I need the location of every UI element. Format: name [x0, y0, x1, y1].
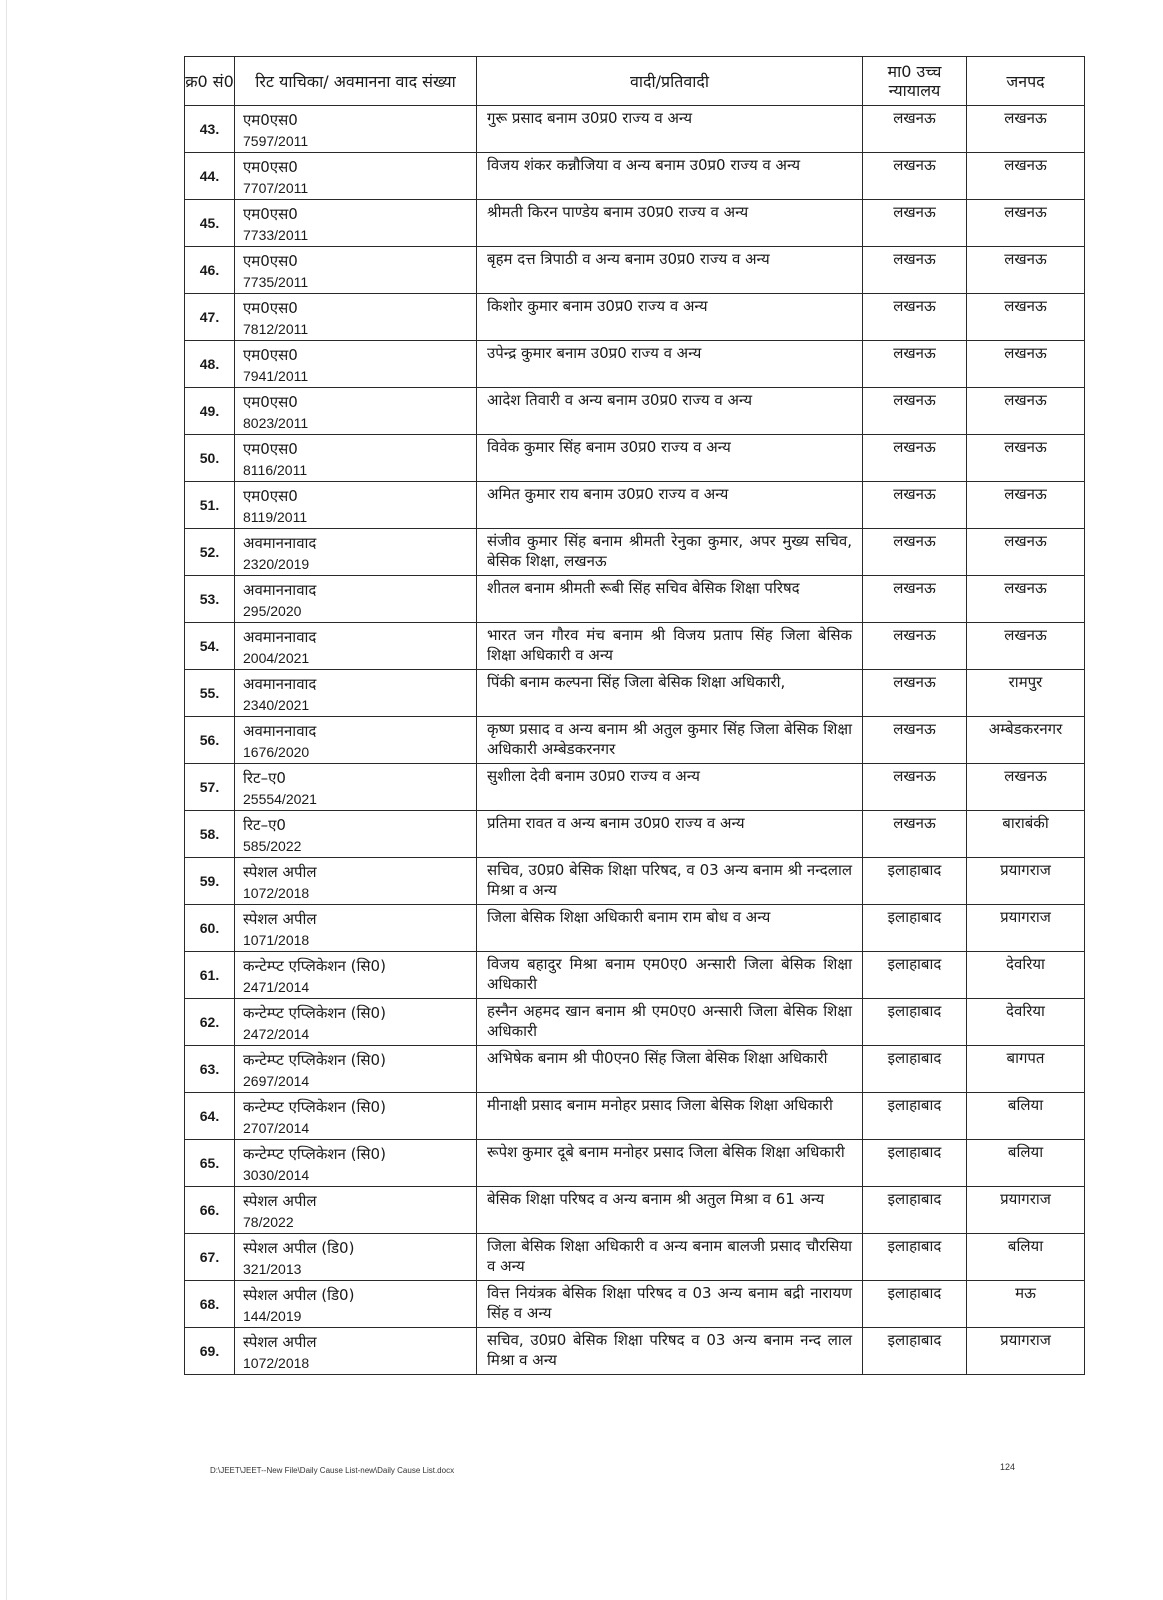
petition-type: स्पेशल अपील — [243, 910, 317, 928]
parties-cell: विजय बहादुर मिश्रा बनाम एम0ए0 अन्सारी जिला बेसिक शिक्षा अधिकारी — [477, 952, 863, 999]
parties-cell: अभिषेक बनाम श्री पी0एन0 सिंह जिला बेसिक शिक्षा अधिकारी — [477, 1046, 863, 1093]
header-parties: वादी/प्रतिवादी — [477, 57, 863, 106]
district-cell: प्रयागराज — [967, 1328, 1085, 1375]
district-cell: लखनऊ — [967, 153, 1085, 200]
table-row — [185, 623, 1085, 670]
serial-number: 46. — [185, 247, 235, 294]
district-cell: लखनऊ — [967, 200, 1085, 247]
district-cell: लखनऊ — [967, 106, 1085, 153]
serial-number: 69. — [185, 1328, 235, 1375]
table-row — [185, 1187, 1085, 1234]
district-cell: लखनऊ — [967, 482, 1085, 529]
district-cell: लखनऊ — [967, 388, 1085, 435]
parties-cell: रूपेश कुमार दूबे बनाम मनोहर प्रसाद जिला बेसिक शिक्षा अधिकारी — [477, 1140, 863, 1187]
district-cell: लखनऊ — [967, 247, 1085, 294]
petition-number: 7735/2011 — [243, 274, 309, 290]
table-row — [185, 670, 1085, 717]
petition-cell — [235, 529, 477, 576]
table-row — [185, 811, 1085, 858]
petition-cell — [235, 200, 477, 247]
court-cell: लखनऊ — [863, 200, 967, 247]
serial-number: 60. — [185, 905, 235, 952]
table-row — [185, 106, 1085, 153]
court-cell: इलाहाबाद — [863, 1328, 967, 1375]
petition-number: 2004/2021 — [243, 650, 310, 666]
petition-number: 321/2013 — [243, 1261, 302, 1277]
petition-type: एम0एस0 — [243, 487, 298, 505]
parties-cell: संजीव कुमार सिंह बनाम श्रीमती रेनुका कुमार, अपर मुख्य सचिव, बेसिक शिक्षा, लखनऊ — [477, 529, 863, 576]
petition-type: एम0एस0 — [243, 205, 298, 223]
court-cell: लखनऊ — [863, 153, 967, 200]
serial-number: 47. — [185, 294, 235, 341]
petition-cell — [235, 952, 477, 999]
petition-type: एम0एस0 — [243, 393, 298, 411]
petition-type: रिट–ए0 — [243, 769, 286, 787]
serial-number: 68. — [185, 1281, 235, 1328]
serial-number: 52. — [185, 529, 235, 576]
petition-number: 1071/2018 — [243, 932, 310, 948]
district-cell: प्रयागराज — [967, 858, 1085, 905]
petition-type: कन्टेम्प्ट एप्लिकेशन (सि0) — [243, 1051, 386, 1069]
serial-number: 54. — [185, 623, 235, 670]
petition-type: कन्टेम्प्ट एप्लिकेशन (सि0) — [243, 1145, 386, 1163]
parties-cell: विजय शंकर कन्नौजिया व अन्य बनाम उ0प्र0 राज्य व अन्य — [477, 153, 863, 200]
header-petition: रिट याचिका/ अवमानना वाद संख्या — [235, 57, 477, 106]
table-row — [185, 200, 1085, 247]
district-cell: देवरिया — [967, 952, 1085, 999]
serial-number: 49. — [185, 388, 235, 435]
petition-type: एम0एस0 — [243, 299, 298, 317]
petition-cell — [235, 1093, 477, 1140]
court-cell: लखनऊ — [863, 341, 967, 388]
table-row — [185, 341, 1085, 388]
parties-cell: सचिव, उ0प्र0 बेसिक शिक्षा परिषद व 03 अन्य बनाम नन्द लाल मिश्रा व अन्य — [477, 1328, 863, 1375]
header-sno: क्र0 सं0 — [185, 57, 235, 106]
court-cell: लखनऊ — [863, 576, 967, 623]
parties-cell: किशोर कुमार बनाम उ0प्र0 राज्य व अन्य — [477, 294, 863, 341]
parties-cell: शीतल बनाम श्रीमती रूबी सिंह सचिव बेसिक शिक्षा परिषद — [477, 576, 863, 623]
court-cell: इलाहाबाद — [863, 858, 967, 905]
serial-number: 59. — [185, 858, 235, 905]
table-row — [185, 1046, 1085, 1093]
petition-type: स्पेशल अपील (डि0) — [243, 1286, 355, 1304]
district-cell: लखनऊ — [967, 529, 1085, 576]
court-cell: लखनऊ — [863, 529, 967, 576]
district-cell: रामपुर — [967, 670, 1085, 717]
table-row — [185, 1234, 1085, 1281]
table-row — [185, 247, 1085, 294]
petition-type: अवमाननावाद — [243, 581, 317, 599]
district-cell: लखनऊ — [967, 341, 1085, 388]
court-cell: लखनऊ — [863, 247, 967, 294]
petition-number: 144/2019 — [243, 1308, 302, 1324]
petition-number: 7941/2011 — [243, 368, 309, 384]
court-cell: इलाहाबाद — [863, 905, 967, 952]
district-cell: मऊ — [967, 1281, 1085, 1328]
district-cell: लखनऊ — [967, 435, 1085, 482]
parties-cell: जिला बेसिक शिक्षा अधिकारी बनाम राम बोध व अन्य — [477, 905, 863, 952]
court-cell: इलाहाबाद — [863, 952, 967, 999]
parties-cell: भारत जन गौरव मंच बनाम श्री विजय प्रताप सिंह जिला बेसिक शिक्षा अधिकारी व अन्य — [477, 623, 863, 670]
table-row — [185, 1328, 1085, 1375]
serial-number: 62. — [185, 999, 235, 1046]
petition-cell — [235, 764, 477, 811]
serial-number: 44. — [185, 153, 235, 200]
petition-type: एम0एस0 — [243, 111, 298, 129]
petition-type: कन्टेम्प्ट एप्लिकेशन (सि0) — [243, 957, 386, 975]
petition-cell — [235, 482, 477, 529]
petition-type: स्पेशल अपील — [243, 1192, 317, 1210]
serial-number: 45. — [185, 200, 235, 247]
parties-cell: सचिव, उ0प्र0 बेसिक शिक्षा परिषद, व 03 अन्य बनाम श्री नन्दलाल मिश्रा व अन्य — [477, 858, 863, 905]
petition-type: अवमाननावाद — [243, 534, 317, 552]
table-row — [185, 153, 1085, 200]
petition-number: 2707/2014 — [243, 1120, 310, 1136]
parties-cell: श्रीमती किरन पाण्डेय बनाम उ0प्र0 राज्य व अन्य — [477, 200, 863, 247]
petition-cell — [235, 999, 477, 1046]
petition-type: स्पेशल अपील — [243, 1333, 317, 1351]
serial-number: 43. — [185, 106, 235, 153]
petition-cell — [235, 576, 477, 623]
court-cell: इलाहाबाद — [863, 1046, 967, 1093]
petition-cell — [235, 670, 477, 717]
serial-number: 61. — [185, 952, 235, 999]
petition-cell — [235, 1281, 477, 1328]
court-cell: लखनऊ — [863, 670, 967, 717]
district-cell: अम्बेडकरनगर — [967, 717, 1085, 764]
petition-number: 25554/2021 — [243, 791, 317, 807]
table-row — [185, 435, 1085, 482]
table-header-row — [185, 57, 1085, 106]
district-cell: लखनऊ — [967, 576, 1085, 623]
district-cell: बलिया — [967, 1234, 1085, 1281]
parties-cell: अमित कुमार राय बनाम उ0प्र0 राज्य व अन्य — [477, 482, 863, 529]
petition-cell — [235, 717, 477, 764]
petition-cell — [235, 858, 477, 905]
serial-number: 50. — [185, 435, 235, 482]
serial-number: 66. — [185, 1187, 235, 1234]
parties-cell: वित्त नियंत्रक बेसिक शिक्षा परिषद व 03 अन्य बनाम बद्री नारायण सिंह व अन्य — [477, 1281, 863, 1328]
petition-cell — [235, 905, 477, 952]
parties-cell: सुशीला देवी बनाम उ0प्र0 राज्य व अन्य — [477, 764, 863, 811]
court-cell: लखनऊ — [863, 623, 967, 670]
petition-cell — [235, 1234, 477, 1281]
table-row — [185, 905, 1085, 952]
court-cell: इलाहाबाद — [863, 1234, 967, 1281]
petition-cell — [235, 153, 477, 200]
district-cell: लखनऊ — [967, 623, 1085, 670]
district-cell: प्रयागराज — [967, 1187, 1085, 1234]
court-cell: लखनऊ — [863, 106, 967, 153]
petition-number: 8119/2011 — [243, 509, 308, 525]
petition-number: 2320/2019 — [243, 556, 310, 572]
petition-type: एम0एस0 — [243, 252, 298, 270]
petition-cell — [235, 623, 477, 670]
table-row — [185, 1093, 1085, 1140]
petition-cell — [235, 388, 477, 435]
parties-cell: उपेन्द्र कुमार बनाम उ0प्र0 राज्य व अन्य — [477, 341, 863, 388]
header-district: जनपद — [967, 57, 1085, 106]
table-body — [185, 106, 1085, 1375]
serial-number: 53. — [185, 576, 235, 623]
table-row — [185, 294, 1085, 341]
table-row — [185, 717, 1085, 764]
header-court: मा0 उच्च न्यायालय — [863, 57, 967, 106]
parties-cell: मीनाक्षी प्रसाद बनाम मनोहर प्रसाद जिला बेसिक शिक्षा अधिकारी — [477, 1093, 863, 1140]
petition-type: स्पेशल अपील (डि0) — [243, 1239, 355, 1257]
serial-number: 67. — [185, 1234, 235, 1281]
petition-cell — [235, 1328, 477, 1375]
serial-number: 56. — [185, 717, 235, 764]
petition-number: 8116/2011 — [243, 462, 308, 478]
petition-number: 7812/2011 — [243, 321, 309, 337]
table-row — [185, 858, 1085, 905]
petition-type: कन्टेम्प्ट एप्लिकेशन (सि0) — [243, 1098, 386, 1116]
table-row — [185, 952, 1085, 999]
petition-type: एम0एस0 — [243, 158, 298, 176]
parties-cell: कृष्ण प्रसाद व अन्य बनाम श्री अतुल कुमार सिंह जिला बेसिक शिक्षा अधिकारी अम्बेडकरनगर — [477, 717, 863, 764]
parties-cell: गुरू प्रसाद बनाम उ0प्र0 राज्य व अन्य — [477, 106, 863, 153]
petition-number: 295/2020 — [243, 603, 302, 619]
page-number: 124 — [1000, 1462, 1016, 1472]
serial-number: 55. — [185, 670, 235, 717]
petition-type: रिट–ए0 — [243, 816, 286, 834]
court-cell: लखनऊ — [863, 482, 967, 529]
petition-type: अवमाननावाद — [243, 722, 317, 740]
serial-number: 64. — [185, 1093, 235, 1140]
court-cell: इलाहाबाद — [863, 999, 967, 1046]
parties-cell: बृहम दत्त त्रिपाठी व अन्य बनाम उ0प्र0 राज्य व अन्य — [477, 247, 863, 294]
district-cell: लखनऊ — [967, 764, 1085, 811]
petition-type: कन्टेम्प्ट एप्लिकेशन (सि0) — [243, 1004, 386, 1022]
parties-cell: बेसिक शिक्षा परिषद व अन्य बनाम श्री अतुल मिश्रा व 61 अन्य — [477, 1187, 863, 1234]
court-cell: लखनऊ — [863, 435, 967, 482]
petition-number: 2340/2021 — [243, 697, 310, 713]
petition-type: अवमाननावाद — [243, 628, 317, 646]
court-cell: लखनऊ — [863, 388, 967, 435]
district-cell: लखनऊ — [967, 294, 1085, 341]
petition-number: 7733/2011 — [243, 227, 309, 243]
district-cell: देवरिया — [967, 999, 1085, 1046]
serial-number: 65. — [185, 1140, 235, 1187]
court-cell: इलाहाबाद — [863, 1281, 967, 1328]
district-cell: बलिया — [967, 1140, 1085, 1187]
court-cell: लखनऊ — [863, 717, 967, 764]
petition-cell — [235, 1046, 477, 1093]
serial-number: 57. — [185, 764, 235, 811]
petition-number: 3030/2014 — [243, 1167, 310, 1183]
petition-number: 2697/2014 — [243, 1073, 310, 1089]
court-cell: लखनऊ — [863, 764, 967, 811]
district-cell: बाराबंकी — [967, 811, 1085, 858]
petition-cell — [235, 294, 477, 341]
serial-number: 48. — [185, 341, 235, 388]
petition-number: 585/2022 — [243, 838, 302, 854]
petition-number: 78/2022 — [243, 1214, 294, 1230]
petition-cell — [235, 1140, 477, 1187]
petition-cell — [235, 435, 477, 482]
table-row — [185, 529, 1085, 576]
petition-number: 1072/2018 — [243, 1355, 310, 1371]
court-cell: इलाहाबाद — [863, 1187, 967, 1234]
court-cell: लखनऊ — [863, 294, 967, 341]
court-cell: इलाहाबाद — [863, 1093, 967, 1140]
serial-number: 63. — [185, 1046, 235, 1093]
petition-cell — [235, 106, 477, 153]
petition-cell — [235, 1187, 477, 1234]
petition-number: 2471/2014 — [243, 979, 310, 995]
district-cell: प्रयागराज — [967, 905, 1085, 952]
petition-number: 1072/2018 — [243, 885, 310, 901]
petition-cell — [235, 811, 477, 858]
cause-list-table — [184, 56, 1085, 1375]
serial-number: 58. — [185, 811, 235, 858]
table-row — [185, 388, 1085, 435]
petition-type: स्पेशल अपील — [243, 863, 317, 881]
petition-type: अवमाननावाद — [243, 675, 317, 693]
parties-cell: आदेश तिवारी व अन्य बनाम उ0प्र0 राज्य व अन्य — [477, 388, 863, 435]
court-cell: लखनऊ — [863, 811, 967, 858]
table-row — [185, 482, 1085, 529]
table-row — [185, 1281, 1085, 1328]
table-row — [185, 576, 1085, 623]
petition-number: 2472/2014 — [243, 1026, 310, 1042]
petition-type: एम0एस0 — [243, 440, 298, 458]
page-edge — [6, 0, 7, 1600]
petition-number: 8023/2011 — [243, 415, 309, 431]
petition-number: 1676/2020 — [243, 744, 310, 760]
petition-number: 7707/2011 — [243, 180, 309, 196]
parties-cell: विवेक कुमार सिंह बनाम उ0प्र0 राज्य व अन्य — [477, 435, 863, 482]
petition-cell — [235, 247, 477, 294]
district-cell: बलिया — [967, 1093, 1085, 1140]
table-row — [185, 1140, 1085, 1187]
district-cell: बागपत — [967, 1046, 1085, 1093]
court-cell: इलाहाबाद — [863, 1140, 967, 1187]
parties-cell: जिला बेसिक शिक्षा अधिकारी व अन्य बनाम बालजी प्रसाद चौरसिया व अन्य — [477, 1234, 863, 1281]
footer-file-path: D:\JEET\JEET--New File\Daily Cause List-new\Daily Cause List.docx — [210, 1466, 455, 1475]
petition-number: 7597/2011 — [243, 133, 309, 149]
parties-cell: पिंकी बनाम कल्पना सिंह जिला बेसिक शिक्षा अधिकारी, — [477, 670, 863, 717]
parties-cell: हस्नैन अहमद खान बनाम श्री एम0ए0 अन्सारी जिला बेसिक शिक्षा अधिकारी — [477, 999, 863, 1046]
table-row — [185, 999, 1085, 1046]
serial-number: 51. — [185, 482, 235, 529]
petition-cell — [235, 341, 477, 388]
table-row — [185, 764, 1085, 811]
petition-type: एम0एस0 — [243, 346, 298, 364]
parties-cell: प्रतिमा रावत व अन्य बनाम उ0प्र0 राज्य व अन्य — [477, 811, 863, 858]
